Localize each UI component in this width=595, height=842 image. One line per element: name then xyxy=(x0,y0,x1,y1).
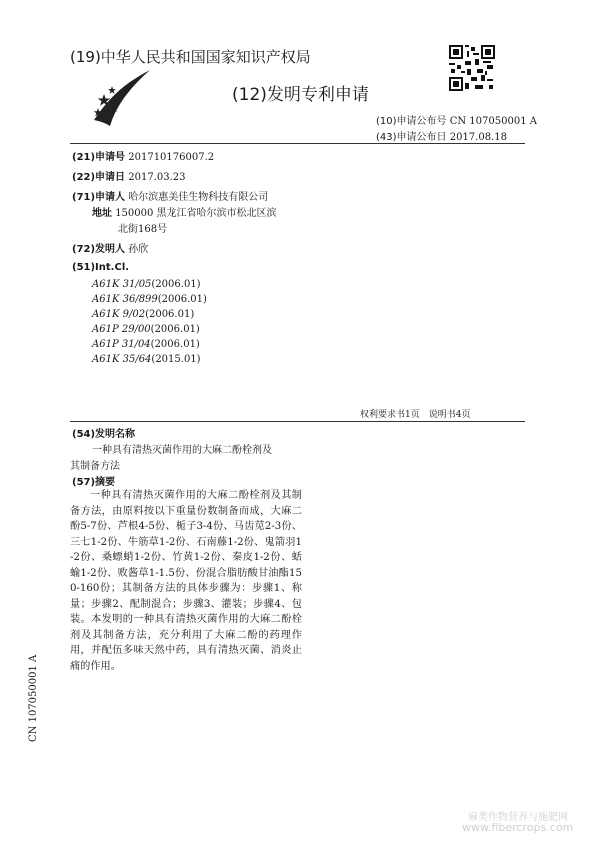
side-publication-number: CN 107050001 A xyxy=(28,654,39,742)
invention-title-line-1: 一种具有清热灭菌作用的大麻二酚栓剂及 xyxy=(92,445,272,456)
ipc-entry: A61K 9/02(2006.01) xyxy=(92,309,195,320)
inventor-value: 孙欣 xyxy=(128,244,149,255)
header-divider xyxy=(70,143,525,144)
invention-title-label: (54)发明名称 xyxy=(72,429,136,440)
application-date-value: 2017.03.23 xyxy=(128,172,186,183)
ipc-entry: A61K 35/64(2015.01) xyxy=(92,354,201,365)
section-divider xyxy=(70,421,525,422)
watermark-title: 麻类作物营养与施肥网 xyxy=(468,812,568,823)
publication-date xyxy=(376,128,507,143)
watermark-url: www.fibercrops.com xyxy=(462,821,574,834)
address-line-1: 150000 黑龙江省哈尔滨市松北区滨 xyxy=(115,208,277,219)
applicant-value: 哈尔滨惠美佳生物科技有限公司 xyxy=(128,192,269,203)
inventor-label: (72)发明人 xyxy=(72,244,126,255)
ipc-entry: A61P 31/04(2006.01) xyxy=(92,339,200,350)
abstract-label: (57)摘要 xyxy=(72,477,116,488)
application-number-value: 201710176007.2 xyxy=(128,152,215,163)
application-number xyxy=(72,148,214,163)
invention-title-line-2: 其制备方法 xyxy=(70,461,120,472)
application-number-label: (21)申请号 xyxy=(72,152,126,163)
address-label: 地址 xyxy=(92,208,112,219)
ipc-entry: A61P 29/00(2006.01) xyxy=(92,324,200,335)
address-line-2: 北街168号 xyxy=(118,224,168,235)
publication-number-label: (10)申请公布号 xyxy=(376,116,447,127)
ipc-entry: A61K 31/05(2006.01) xyxy=(92,279,201,290)
ipc-entry: A61K 36/899(2006.01) xyxy=(92,294,207,305)
cnipa-emblem xyxy=(90,68,152,128)
address xyxy=(92,204,277,219)
application-date-label: (22)申请日 xyxy=(72,172,126,183)
publication-date-label: (43)申请公布日 xyxy=(376,132,447,143)
pages-info: 权利要求书1页 说明书4页 xyxy=(360,410,471,420)
office-name: (19)中华人民共和国国家知识产权局 xyxy=(70,48,311,66)
application-date xyxy=(72,168,186,183)
abstract-text: 一种具有清热灭菌作用的大麻二酚栓剂及其制备方法，由原料按以下重量份数制备而成，大麻二酚5-7份、芦根4-5份、栀子3-4份、马齿苋2-3份、三七1-2份、牛筋草1-2份、石南藤1-2份、鬼箭羽1-2份、桑螵蛸1-2份、竹黄1-2份、秦皮1-2份、蛞蝓1-2份、败酱草1-1.5份、份混合脂肪酸甘油酯150-160份；其制备方法的具体步骤为：步骤1、称量；步骤2、配制混合；步骤3、灌装；步骤4、包装。本发明的一种具有清热灭菌作用的大麻二酚栓剂及其制备方法，充分利用了大麻二酚的药理作用，并配伍多味天然中药，具有清热灭菌、消炎止痛的作用。 xyxy=(70,490,302,672)
ipc-list xyxy=(92,277,207,367)
document-type-title: (12)发明专利申请 xyxy=(232,85,369,105)
applicant-label: (71)申请人 xyxy=(72,192,126,203)
intcl-label: (51)Int.Cl. xyxy=(72,262,130,273)
publication-number xyxy=(376,112,537,127)
qr-code xyxy=(449,45,495,91)
applicant xyxy=(72,188,268,203)
publication-number-value: CN 107050001 A xyxy=(449,116,537,127)
publication-date-value: 2017.08.18 xyxy=(449,132,507,143)
inventor xyxy=(72,240,148,255)
